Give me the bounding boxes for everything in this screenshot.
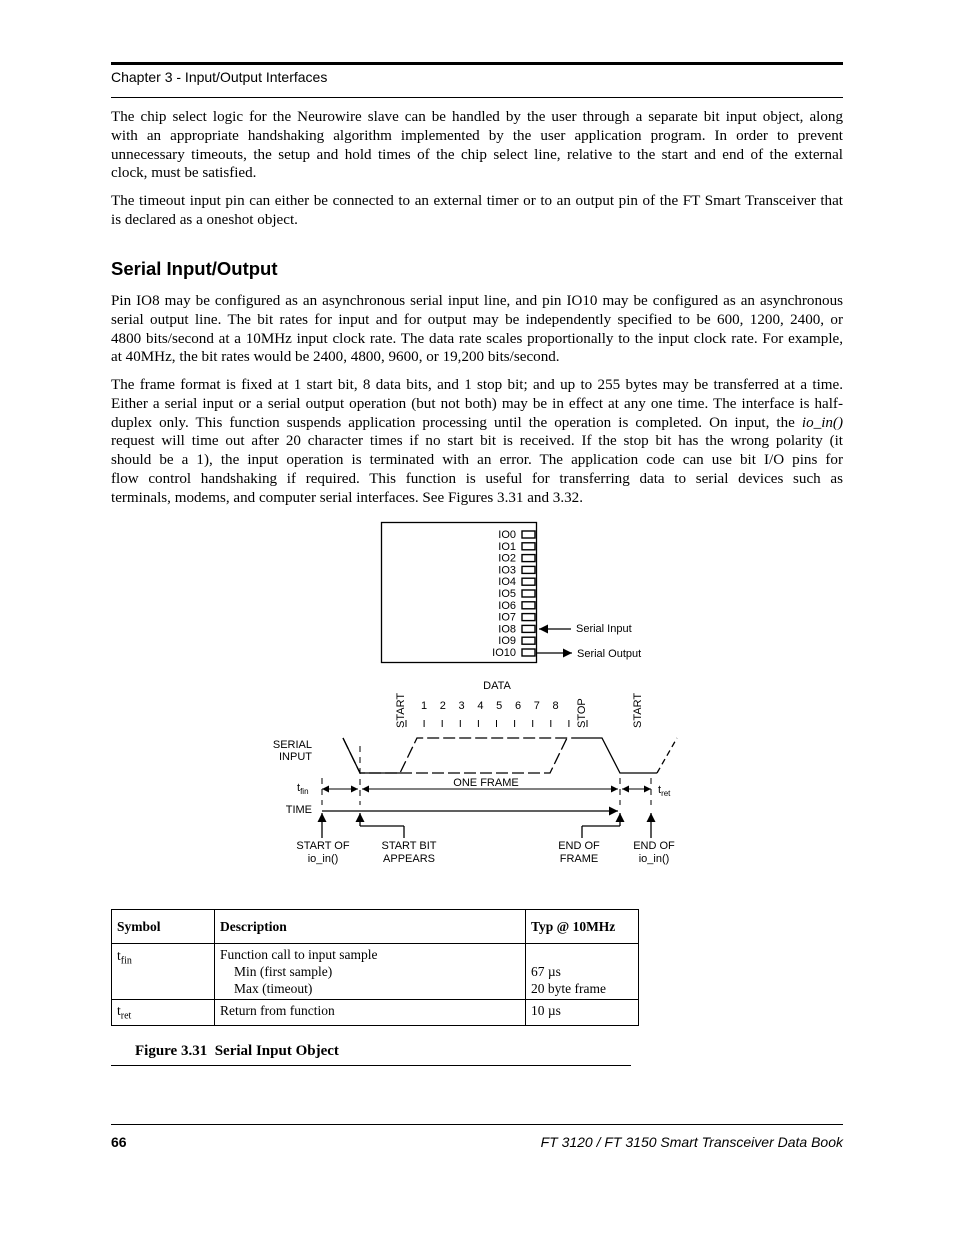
bit-number: 6 <box>514 700 522 712</box>
typ-cell: 67 µs 20 byte frame <box>526 944 639 1000</box>
start-of-label: START OF <box>296 840 350 852</box>
pin-label: IO5 <box>498 588 516 600</box>
pin-box <box>522 566 535 573</box>
paragraph-frame-format <box>111 376 843 508</box>
pin-box <box>522 543 535 550</box>
paragraph-line: Pin IO8 may be configured as an asynchronous serial input line, and pin IO10 may be configured as an asynchronous <box>111 293 843 309</box>
paragraph-line: clock, must be satisfied. <box>111 165 257 182</box>
start-bit-label-2: APPEARS <box>383 853 435 865</box>
waveform-low <box>400 738 567 773</box>
bit-number: 5 <box>496 700 503 712</box>
paragraph-line: 4800 bits/second at a 10MHz input clock rate. The data rate scales proportionally to the input clock rate. For example, <box>111 330 843 347</box>
stop-label: STOP <box>576 698 588 728</box>
pin-label: IO4 <box>498 576 516 589</box>
description-cell: Return from function <box>215 1000 526 1026</box>
function-name: io_in() <box>801 414 843 431</box>
tick-group <box>406 720 587 727</box>
pin-label: IO0 <box>498 529 516 541</box>
paragraph-line: at 40MHz, the bit rates would be 2400, 4800, 9600, or 19,200 bits/second. <box>111 349 560 366</box>
paragraph-line: should be a 1), the input operation is terminated with an error. The application code can use bit I/O pins for <box>111 452 843 469</box>
page-number: 66 <box>111 1134 127 1150</box>
data-label: DATA <box>483 680 511 692</box>
paragraph-line: serial output line. The bit rates for input and for output may be independently specified to be 600, 1200, 2400, or <box>111 311 843 328</box>
header-bottom-rule <box>111 97 843 98</box>
start-label: START <box>395 692 407 728</box>
pin-label: IO6 <box>498 599 516 612</box>
symbol-cell: $t_{ret}$ <box>112 1000 215 1026</box>
start-edge <box>343 738 360 773</box>
paragraph-line <box>111 414 843 433</box>
serial-input-label: Serial Input <box>576 623 632 635</box>
text-run: duplex only. This function suspends application processing until the operation is completed. On input, the <box>111 414 802 431</box>
table-row <box>112 944 639 1000</box>
header-top-rule <box>111 62 843 65</box>
pin-label: IO7 <box>498 611 516 624</box>
paragraph-line: The chip select logic for the Neurowire slave can be handled by the user through a separate bit input object, along <box>111 109 843 125</box>
paragraph-line: is declared as a oneshot object. <box>111 211 298 228</box>
start-label-2: START <box>632 692 644 728</box>
table-header-row <box>112 910 639 944</box>
next-edge <box>657 738 677 773</box>
pin-group <box>492 529 535 659</box>
caption-rule <box>111 1065 631 1066</box>
start-of-label-2: io_in() <box>307 853 339 865</box>
bit-number: 8 <box>552 700 559 712</box>
paragraph-line: flow control handshaking if required. This function is useful for transferring data to serial devices such as <box>111 470 843 487</box>
waveform-high <box>343 738 575 773</box>
header-symbol: Symbol <box>112 910 215 944</box>
paragraph-chip-select <box>111 108 843 183</box>
pin-label: IO1 <box>498 540 516 553</box>
pin-label: IO9 <box>498 635 516 648</box>
paragraph-line: Either a serial input or a serial output operation (but not both) may be in effect at any one time. The interface is half- <box>111 395 843 412</box>
figure-caption: Figure 3.31 Serial Input Object <box>135 1043 339 1059</box>
pin-box <box>522 602 535 609</box>
pin-box <box>522 531 535 538</box>
start-bit-label: START BIT <box>381 840 437 852</box>
paragraph-pins <box>111 292 843 367</box>
footer-rule <box>111 1124 843 1125</box>
paragraph-line: terminals, modems, and computer serial interfaces. See Figures 3.31 and 3.32. <box>111 489 583 506</box>
pin-box <box>522 555 535 562</box>
paragraph-timeout <box>111 192 843 230</box>
paragraph-line: The frame format is fixed at 1 start bit, 8 data bits, and 1 stop bit; and up to 255 bytes may be transferred at a time. <box>111 377 843 393</box>
bit-number: 7 <box>533 700 540 712</box>
serial-output-label: Serial Output <box>577 648 642 660</box>
header-description: Description <box>215 910 526 944</box>
stop-and-next-start <box>575 738 657 773</box>
typ-cell: 10 µs <box>526 1000 639 1026</box>
pin-box <box>522 649 535 656</box>
pin-box <box>522 637 535 644</box>
header-typ: Typ @ 10MHz <box>526 910 639 944</box>
bit-number: 3 <box>458 700 465 712</box>
bit-number: 2 <box>439 700 446 712</box>
serial-input-title-2: INPUT <box>279 751 312 763</box>
timing-table <box>111 909 639 1026</box>
tret-label: $t_{ret}$ <box>658 784 671 798</box>
pin-box <box>522 590 535 597</box>
pin-box <box>522 578 535 585</box>
pin-label: IO8 <box>498 623 516 636</box>
pin-label: IO2 <box>498 552 516 565</box>
description-cell: Function call to input sample Min (first sample) Max (timeout) <box>215 944 526 1000</box>
one-frame-label: ONE FRAME <box>453 777 519 789</box>
paragraph-line: with an appropriate handshaking algorithm implemented by the user application program. In order to prevent <box>111 127 843 144</box>
serial-input-title: SERIAL <box>272 739 312 751</box>
pin-box <box>522 614 535 621</box>
symbol-cell: $t_{fin}$ <box>112 944 215 1000</box>
bit-number: 1 <box>420 700 428 712</box>
paragraph-line: unnecessary timeouts, the setup and hold times of the chip select line, relative to the start and end of the external <box>111 146 843 163</box>
end-of-label: END OF <box>633 840 675 852</box>
pin-box <box>522 625 535 632</box>
section-heading: Serial Input/Output <box>111 258 278 279</box>
tfin-label: $t_{fin}$ <box>297 782 309 796</box>
chapter-header: Chapter 3 - Input/Output Interfaces <box>111 69 328 85</box>
pin-label: IO3 <box>498 564 516 577</box>
end-of-label-2: io_in() <box>638 853 670 865</box>
time-label: TIME <box>285 804 312 816</box>
paragraph-line: The timeout input pin can either be connected to an external timer or to an output pin of the FT Smart Transceiver that <box>111 193 843 209</box>
bit-number: 4 <box>477 700 484 712</box>
pin-label: IO10 <box>492 647 516 659</box>
book-title: FT 3120 / FT 3150 Smart Transceiver Data Book <box>540 1134 843 1150</box>
paragraph-line: request will time out after 20 character times if no start bit is received. If the stop bit has the wrong polarity (it <box>111 433 843 450</box>
table-row <box>112 1000 639 1026</box>
end-frame-label-2: FRAME <box>559 853 599 865</box>
end-frame-label: END OF <box>558 840 600 852</box>
bit-group <box>421 700 559 712</box>
chip-block <box>382 523 537 663</box>
